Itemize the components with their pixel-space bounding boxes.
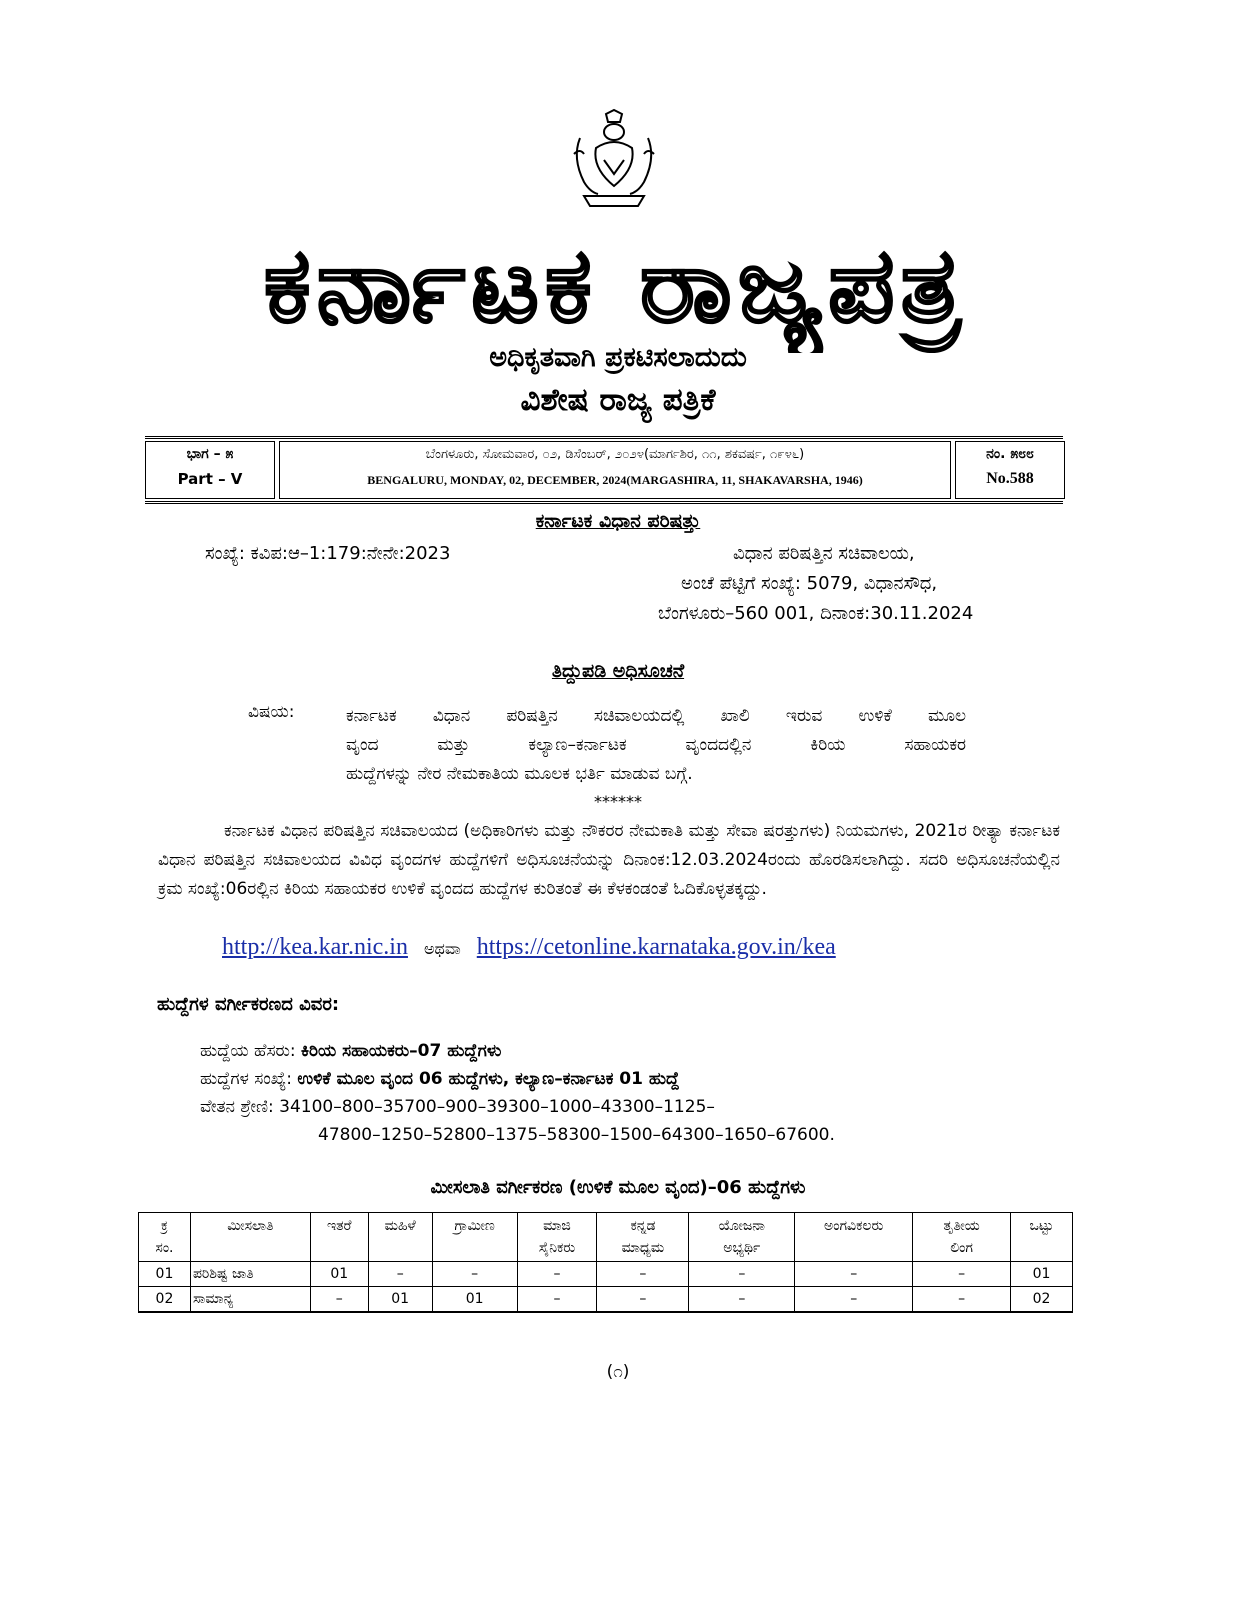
date-line-en: BENGALURU, MONDAY, 02, DECEMBER, 2024(MARGASHIRA, 11, SHAKAVARSHA, 1946) [367,473,863,487]
pay-scale-label: ವೇತನ ಶ್ರೇಣಿ: [200,1097,274,1117]
gazette-masthead: ಕರ್ನಾಟಕ ರಾಜ್ಯಪತ್ರ [263,224,967,346]
table-row: 01 ಪರಿಶಿಷ್ಟ ಜಾತಿ 01 – – – – – – – 01 [139,1262,1073,1287]
notice-body: ಕರ್ನಾಟಕ ವಿಧಾನ ಪರಿಷತ್ತಿನ ಸಚಿವಾಲಯದ (ಅಧಿಕಾರಿಗಳು ಮತ್ತು ನೌಕರರ ನೇಮಕಾತಿ ಮತ್ತು ಸೇವಾ ಷರತ್ತುಗಳು) ನಿಯಮಗಳು, 2021ರ ರೀತ್ಯಾ ಕರ್ನಾಟಕ ವಿಧಾನ ಪರಿಷತ್ತಿನ ಸಚಿವಾಲಯದ ವಿವಿಧ ವೃಂದಗಳ ಹುದ್ದೆಗಳಿಗೆ ಅಧಿಸೂಚನೆಯನ್ನು ದಿನಾಂಕ:12.03.2024ರಂದು ಹೊರಡಿಸಲಾಗಿದ್ದು. ಸದರಿ ಅಧಿಸೂಚನೆಯಲ್ಲಿನ ಕ್ರಮ ಸಂಖ್ಯೆ:06ರಲ್ಲಿನ ಕಿರಿಯ ಸಹಾಯಕರ ಉಳಿಕೆ ವೃಂದದ ಹುದ್ದೆಗಳ ಕುರಿತಂತೆ ಈ ಕೆಳಕಂಡಂತೆ ಓದಿಕೊಳ್ಳತಕ್ಕದ್ದು. [158,821,1060,899]
reservation-title: ಮೀಸಲಾತಿ ವರ್ಗೀಕರಣ (ಉಳಿಕೆ ಮೂಲ ವೃಂದ)–06 ಹುದ್ದೆಗಳು [430,1177,806,1198]
subject-line-1: ಕರ್ನಾಟಕ ವಿಧಾನ ಪರಿಷತ್ತಿನ ಸಚಿವಾಲಯದಲ್ಲಿ ಖಾಲಿ ಇರುವ ಉಳಿಕೆ ಮೂಲ [346,706,966,726]
post-name-label: ಹುದ್ದೆಯ ಹೆಸರು: [200,1041,296,1061]
address-line-1: ವಿಧಾನ ಪರಿಷತ್ತಿನ ಸಚಿವಾಲಯ, [733,543,915,564]
post-count-label: ಹುದ್ದೆಗಳ ಸಂಖ್ಯೆ: [200,1069,292,1089]
col-header-total: ಒಟ್ಟು [1011,1213,1073,1262]
col-header-reservation: ಮೀಸಲಾತಿ [190,1213,310,1262]
reference-number: ಸಂಖ್ಯೆ: ಕವಿಪ:ಆ–1:179:ನೇನೇ:2023 [205,543,451,564]
page-number: (೧) [606,1362,630,1382]
col-header-ex-servicemen: ಮಾಜಿ ಸೈನಿಕರು [517,1213,597,1262]
post-name-row [200,1041,501,1061]
cetonline-link[interactable]: https://cetonline.karnataka.gov.in/kea [476,934,836,960]
pay-scale-line-2: 47800–1250–52800–1375–58300–1500–64300–1650–67600. [318,1125,835,1145]
council-heading: ಕರ್ನಾಟಕ ವಿಧಾನ ಪರಿಷತ್ತು [535,510,701,532]
col-header-third-gender: ತೃತೀಯ ಲಿಂಗ [913,1213,1011,1262]
masthead-subtitle-special: ವಿಶೇಷ ರಾಜ್ಯ ಪತ್ರಿಕೆ [520,382,716,418]
pay-scale-row [200,1097,715,1117]
part-label-en: Part – V [177,470,243,488]
link-or-text: ಅಥವಾ [423,939,461,958]
issue-number-en: No.588 [986,470,1034,487]
col-header-disabled: ಅಂಗವಿಕಲರು [795,1213,913,1262]
subject-line-2: ವೃಂದ ಮತ್ತು ಕಲ್ಯಾಣ–ಕರ್ನಾಟಕ ವೃಂದದಲ್ಲಿನ ಕಿರಿಯ ಸಹಾಯಕರ [346,735,966,755]
post-name-value: ಕಿರಿಯ ಸಹಾಯಕರು–07 ಹುದ್ದೆಗಳು [301,1041,502,1061]
col-header-serial: ಕ್ರ ಸಂ. [139,1213,191,1262]
subject-line-3: ಹುದ್ದೆಗಳನ್ನು ನೇರ ನೇಮಕಾತಿಯ ಮೂಲಕ ಭರ್ತಿ ಮಾಡುವ ಬಗ್ಗೆ. [346,764,693,784]
separator: ****** [594,792,642,811]
part-label-kn: ಭಾಗ – ೫ [186,446,234,462]
col-header-women: ಮಹಿಳೆ [368,1213,432,1262]
issue-number-box [955,441,1065,499]
col-header-project-candidate: ಯೋಜನಾ ಅಭ್ಯರ್ಥಿ [689,1213,795,1262]
gazette-date-band [145,436,1063,504]
date-line-kn: ಬೆಂಗಳೂರು, ಸೋಮವಾರ, ೦೨, ಡಿಸೆಂಬರ್, ೨೦೨೪(ಮಾರ್ಗಶಿರ, ೧೧, ಶಕವರ್ಷ, ೧೯೪೬) [425,447,805,462]
col-header-others: ಇತರೆ [310,1213,368,1262]
col-header-rural: ಗ್ರಾಮೀಣ [432,1213,517,1262]
table-header-row [139,1213,1073,1262]
reservation-table [138,1212,1073,1313]
kea-link[interactable]: http://kea.kar.nic.in [222,934,408,960]
classification-heading: ಹುದ್ದೆಗಳ ವರ್ಗೀಕರಣದ ವಿವರ: [157,994,340,1015]
table-row: 02 ಸಾಮಾನ್ಯ – 01 01 – – – – – 02 [139,1287,1073,1313]
part-box [145,441,275,499]
pay-scale-line-1: 34100–800–35700–900–39300–1000–43300–1125– [279,1097,715,1117]
links-row [222,934,836,961]
col-header-kannada-medium: ಕನ್ನಡ ಮಾಧ್ಯಮ [597,1213,689,1262]
masthead-subtitle-official: ಅಧಿಕೃತವಾಗಿ ಪ್ರಕಟಿಸಲಾದುದು [489,342,747,373]
post-count-row [200,1069,679,1089]
issue-number-kn: ನಂ. ೫೮೮ [986,446,1034,462]
subject-label: ವಿಷಯ: [248,702,295,722]
post-count-value: ಉಳಿಕೆ ಮೂಲ ವೃಂದ 06 ಹುದ್ದೆಗಳು, ಕಲ್ಯಾಣ–ಕರ್ನಾಟಕ 01 ಹುದ್ದೆ [297,1069,680,1089]
notice-title: ತಿದ್ದುಪಡಿ ಅಧಿಸೂಚನೆ [551,660,685,682]
date-box [279,441,951,499]
address-line-2: ಅಂಚೆ ಪೆಟ್ಟಿಗೆ ಸಂಖ್ಯೆ: 5079, ವಿಧಾನಸೌಧ, [681,573,938,594]
state-emblem [560,108,668,216]
address-line-3: ಬೆಂಗಳೂರು–560 001, ದಿನಾಂಕ:30.11.2024 [658,603,974,624]
